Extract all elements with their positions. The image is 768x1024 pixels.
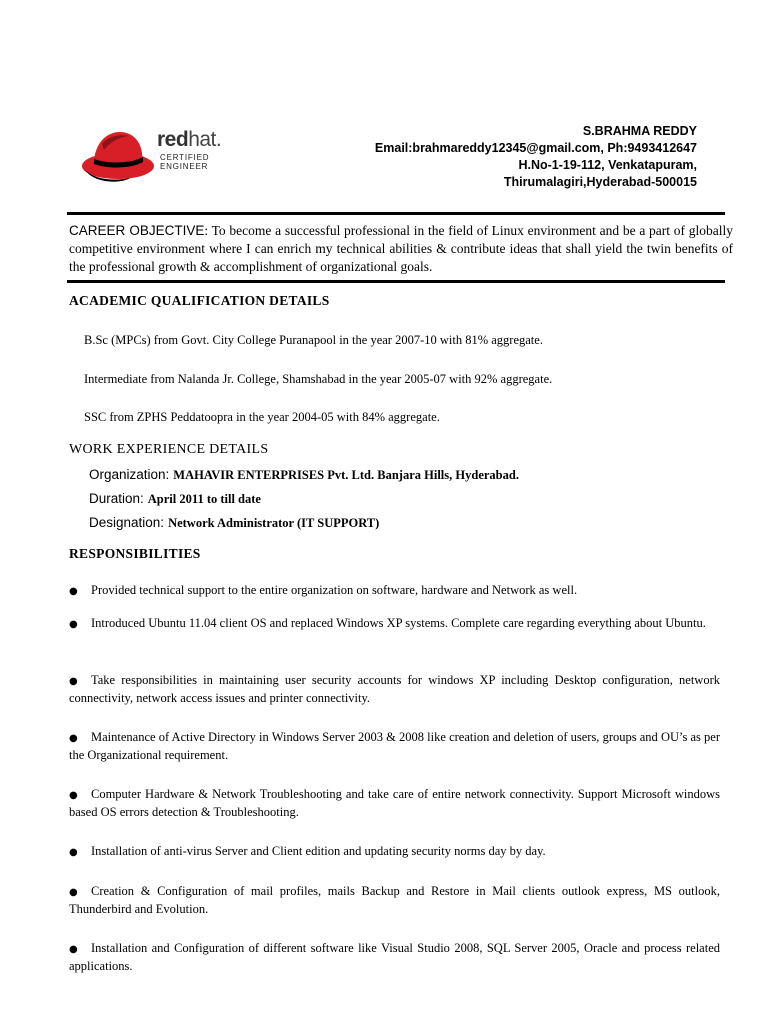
bullet-icon: ● xyxy=(69,887,78,898)
career-objective xyxy=(69,222,733,276)
organization-line xyxy=(89,466,519,484)
bullet-icon: ● xyxy=(69,944,78,955)
contact-block xyxy=(375,123,697,191)
duration-value: April 2011 to till date xyxy=(147,492,261,506)
wordmark-red: red xyxy=(157,128,189,151)
responsibility-text: Computer Hardware & Network Troubleshooting and take care of entire network connectivity. Support Microsoft windows based OS errors detection & Troubleshooting. xyxy=(69,787,720,819)
responsibility-text: Introduced Ubuntu 11.04 client OS and replaced Windows XP systems. Complete care regarding everything about Ubuntu. xyxy=(91,616,706,630)
bullet-icon: ● xyxy=(69,586,78,597)
responsibility-item xyxy=(69,940,720,974)
responsibility-item xyxy=(69,786,720,820)
responsibility-item xyxy=(69,883,720,917)
duration-label: Duration: xyxy=(89,491,144,506)
responsibility-text: Installation and Configuration of different software like Visual Studio 2008, SQL Server 2005, Oracle and process related applications. xyxy=(69,941,720,973)
red-hat-icon xyxy=(80,126,160,186)
address-line-1: H.No-1-19-112, Venkatapuram, xyxy=(518,158,697,172)
responsibility-text: Take responsibilities in maintaining user security accounts for windows XP including Desktop configuration, network connectivity, network access issues and printer connectivity. xyxy=(69,673,720,705)
designation-value: Network Administrator (IT SUPPORT) xyxy=(168,516,380,530)
duration-line xyxy=(89,490,261,508)
certified-engineer-text xyxy=(160,153,209,171)
redhat-certified-engineer-logo xyxy=(80,126,250,186)
designation-label: Designation: xyxy=(89,515,165,530)
logo-line-engineer: ENGINEER xyxy=(160,162,209,171)
responsibility-text: Creation & Configuration of mail profiles, mails Backup and Restore in Mail clients outlook express, MS outlook, Thunderbird and Evolution. xyxy=(69,884,720,916)
designation-line xyxy=(89,514,379,532)
responsibilities-heading: RESPONSIBILITIES xyxy=(69,546,201,561)
responsibility-item xyxy=(69,615,720,633)
academic-item: B.Sc (MPCs) from Govt. City College Puranapool in the year 2007-10 with 81% aggregate. xyxy=(84,333,543,347)
logo-line-certified: CERTIFIED xyxy=(160,153,210,162)
bullet-icon: ● xyxy=(69,619,78,630)
academic-item: SSC from ZPHS Peddatoopra in the year 2004-05 with 84% aggregate. xyxy=(84,410,440,424)
responsibility-text: Installation of anti-virus Server and Client edition and updating security norms day by day. xyxy=(91,844,546,858)
redhat-wordmark xyxy=(157,128,221,152)
bottom-rule xyxy=(67,280,725,283)
organization-value: MAHAVIR ENTERPRISES Pvt. Ltd. Banjara Hills, Hyderabad. xyxy=(173,468,519,482)
bullet-icon: ● xyxy=(69,847,78,858)
work-heading: WORK EXPERIENCE DETAILS xyxy=(69,442,269,457)
objective-text: : To become a successful professional in the field of Linux environment and be a part of globally competitive environment where I can enrich my technical abilities & contribute ideas that shall yield the twin benefits of the professional growth & accomplishment of organizational goals. xyxy=(69,223,733,274)
bullet-icon: ● xyxy=(69,676,78,687)
top-rule xyxy=(67,212,725,215)
candidate-name: S.BRAHMA REDDY xyxy=(582,124,697,138)
objective-label: CAREER OBJECTIVE xyxy=(69,223,205,238)
organization-label: Organization: xyxy=(89,467,170,482)
responsibility-item xyxy=(69,582,720,600)
responsibility-item xyxy=(69,729,720,763)
responsibility-text: Provided technical support to the entire organization on software, hardware and Network as well. xyxy=(91,583,578,597)
academic-item: Intermediate from Nalanda Jr. College, Shamshabad in the year 2005-07 with 92% aggregate. xyxy=(84,372,553,386)
responsibility-item xyxy=(69,672,720,706)
bullet-icon: ● xyxy=(69,733,78,744)
email-phone: Email:brahmareddy12345@gmail.com, Ph:9493412647 xyxy=(374,141,697,155)
wordmark-hat: hat. xyxy=(188,128,222,151)
academic-heading: ACADEMIC QUALIFICATION DETAILS xyxy=(69,293,330,308)
responsibility-item xyxy=(69,843,720,861)
bullet-icon: ● xyxy=(69,790,78,801)
responsibility-text: Maintenance of Active Directory in Windows Server 2003 & 2008 like creation and deletion of users, groups and OU’s as per the Organizational requirement. xyxy=(69,730,720,762)
address-line-2: Thirumalagiri,Hyderabad-500015 xyxy=(503,175,697,189)
